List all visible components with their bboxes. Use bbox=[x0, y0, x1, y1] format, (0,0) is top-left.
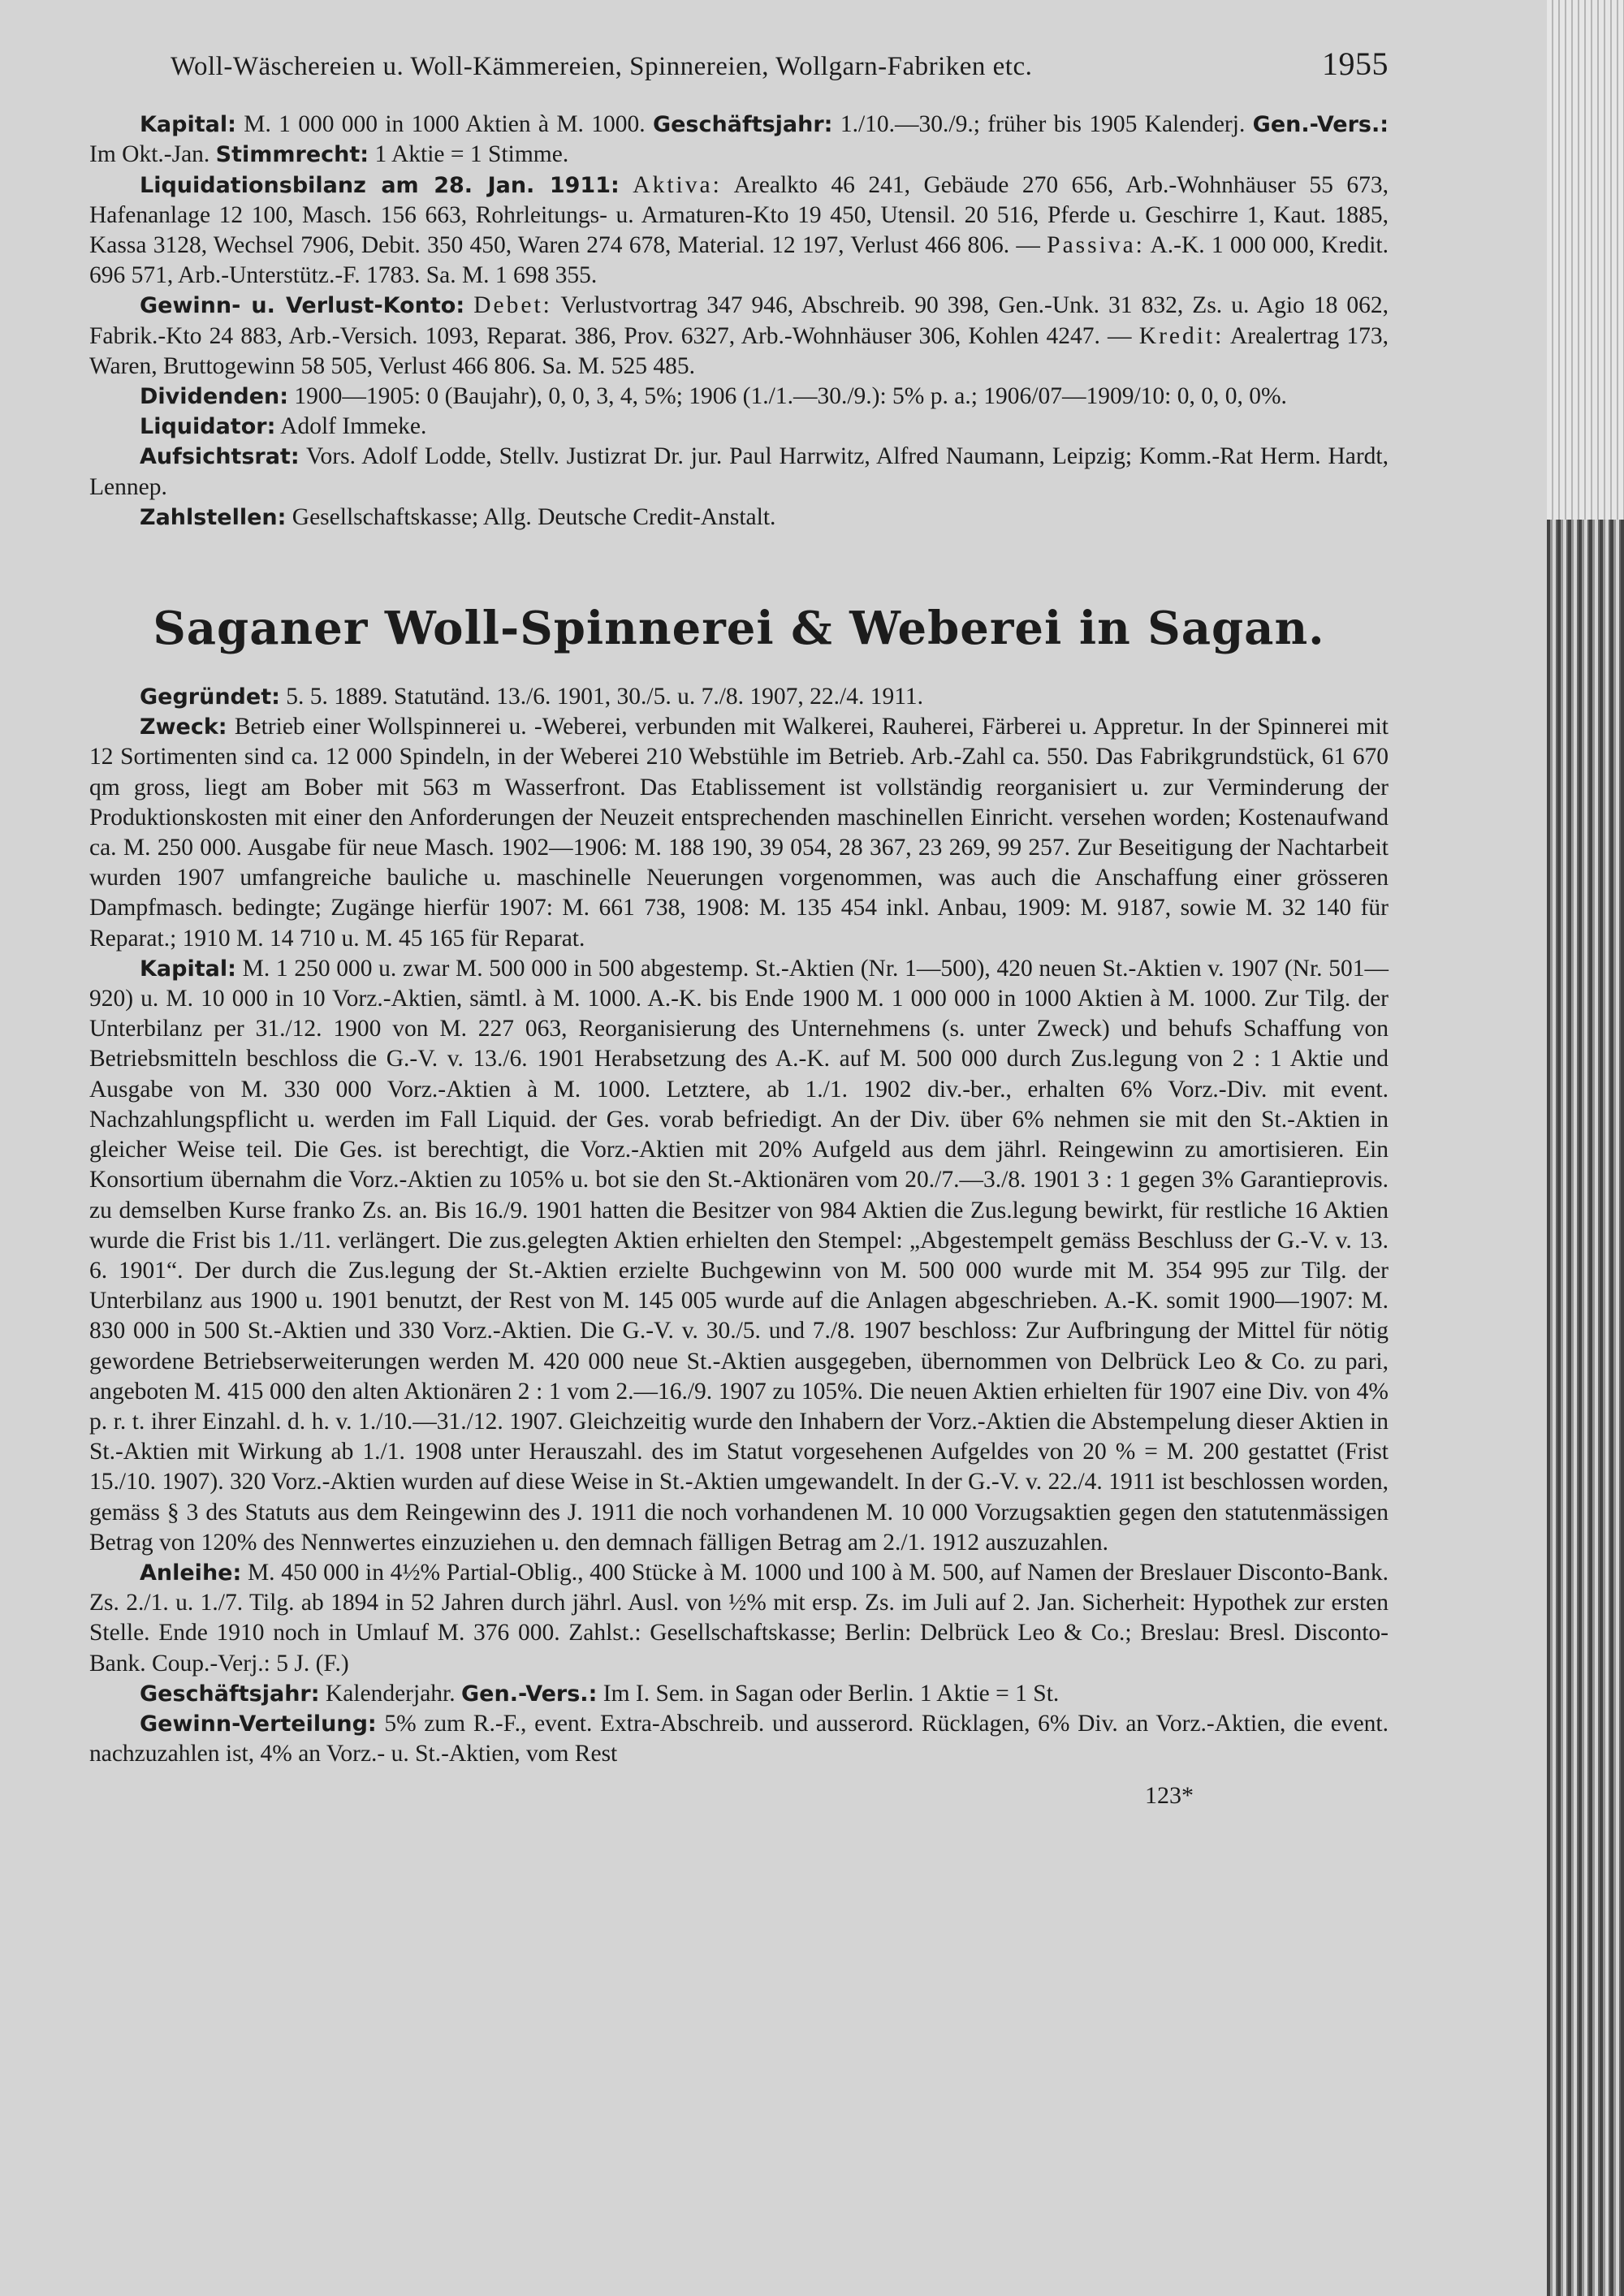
prev-genvers-text: Im Okt.-Jan. bbox=[89, 141, 210, 168]
genvers-text: Im I. Sem. in Sagan oder Berlin. bbox=[603, 1680, 914, 1707]
prev-dividenden-text: 1900—1905: 0 (Baujahr), 0, 0, 3, 4, 5%; 1906 (1./1.—30./9.): 5% p. a.; 1906/07—1909/10: 0, 0, 0, 0%. bbox=[294, 383, 1287, 410]
page-number: 1955 bbox=[1322, 45, 1389, 82]
prev-stimmrecht-text: 1 Aktie = 1 Stimme. bbox=[374, 141, 569, 168]
stimmrecht-text: 1 Aktie = 1 St. bbox=[919, 1680, 1060, 1707]
signature-mark: 123* bbox=[1145, 1782, 1194, 1810]
running-head bbox=[171, 45, 1389, 82]
prev-aktiva-text: Arealkto 46 241, Gebäude 270 656, Arb.-Wohnhäuser 55 673, Hafenanlage 12 100, Masch. 156 663, Rohrleitungs- u. Armaturen-Kto 19 450, Utensil. 20 516, Pferde u. Geschirre 1, Kaut. 1885, Kassa 3128, Wechsel 7906, Debit. 350 450, Waren 274 678, Material. 12 197, Verlust 466 806. — bbox=[89, 171, 1389, 259]
prev-aufsichtsrat-label: Aufsichtsrat: bbox=[140, 444, 300, 470]
prev-guv-entry bbox=[89, 291, 1389, 382]
anleihe-text: M. 450 000 in 4½% Partial-Oblig., 400 Stücke à M. 1000 und 100 à M. 500, auf Namen der Breslauer Disconto-Bank. Zs. 2./1. u. 1./7. Tilg. ab 1894 in 52 Jahren durch jährl. Ausl. von ½% mit ersp. Zs. im Juli auf 2. Jan. Sicherheit: Hypothek zur ersten Stelle. Ende 1910 noch in Umlauf M. 376 000. Zahlst.: Gesellschaftskasse; Berlin: Delbrück Leo & Co.; Breslau: Bresl. Disconto-Bank. Coup.-Verj.: 5 J. (F.) bbox=[89, 1559, 1389, 1677]
prev-guv-label: Gewinn- u. Verlust-Konto: bbox=[140, 293, 465, 319]
prev-geschaeftsjahr-text: 1./10.—30./9.; früher bis 1905 Kalenderj. bbox=[840, 111, 1246, 138]
prev-genvers-label: Gen.-Vers.: bbox=[1252, 112, 1389, 138]
anleihe-entry bbox=[89, 1558, 1389, 1679]
page-edge-light bbox=[1547, 0, 1624, 520]
prev-debet-text: Verlustvortrag 347 946, Abschreib. 90 398, Gen.-Unk. 31 832, Zs. u. Agio 18 062, Fabrik.-Kto 24 883, Arb.-Versich. 1093, Reparat. 386, Prov. 6327, Arb.-Wohnhäuser 306, Kohlen 4247. — bbox=[89, 292, 1389, 349]
prev-passiva-label: Passiva: bbox=[1047, 232, 1145, 259]
prev-zahlstellen-text: Gesellschaftskasse; Allg. Deutsche Credit-Anstalt. bbox=[292, 503, 776, 530]
prev-kredit-label: Kredit: bbox=[1138, 322, 1224, 349]
prev-kredit-text: Arealertrag 173, Waren, Bruttogewinn 58 505, Verlust 466 806. Sa. M. 525 485. bbox=[89, 322, 1389, 379]
prev-bilanz-entry bbox=[89, 170, 1389, 291]
prev-zahlstellen-label: Zahlstellen: bbox=[140, 504, 287, 530]
prev-zahlstellen-entry bbox=[89, 503, 1389, 533]
gegruendet-entry bbox=[89, 682, 1389, 712]
prev-kapital-text: M. 1 000 000 in 1000 Aktien à M. 1000. bbox=[244, 111, 646, 138]
prev-dividenden-label: Dividenden: bbox=[140, 384, 289, 410]
prev-geschaeftsjahr-label: Geschäftsjahr: bbox=[652, 112, 833, 138]
prev-liquidator-text: Adolf Immeke. bbox=[280, 413, 427, 440]
kapital-entry bbox=[89, 954, 1389, 1558]
gegruendet-text: 5. 5. 1889. Statutänd. 13./6. 1901, 30./5. u. 7./8. 1907, 22./4. 1911. bbox=[286, 684, 924, 710]
kapital-text: M. 1 250 000 u. zwar M. 500 000 in 500 abgestemp. St.-Aktien (Nr. 1—500), 420 neuen St.-Aktien v. 1907 (Nr. 501—920) u. M. 10 000 in 10 Vorz.-Aktien, sämtl. à M. 1000. A.-K. bis Ende 1900 M. 1 000 000 in 1000 Aktien à M. 1000. Zur Tilg. der Unterbilanz per 31./12. 1900 von M. 227 063, Reorganisierung des Unternehmens (s. unter Zweck) und behufs Schaffung von Betriebsmitteln beschloss die G.-V. v. 13./6. 1901 Herabsetzung des A.-K. auf M. 500 000 durch Zus.legung von 2 : 1 Aktie und Ausgabe von M. 330 000 Vorz.-Aktien à M. 1000. Letztere, ab 1./1. 1902 div.-ber., erhalten 6% Vorz.-Div. mit event. Nachzahlungspflicht u. werden im Fall Liquid. der Ges. vorab befriedigt. An der Div. über 6% nehmen sie mit den St.-Aktien in gleicher Weise teil. Die Ges. ist berechtigt, die Vorz.-Aktien mit 20% Aufgeld aus dem jährl. Reingewinn zu amortisieren. Ein Konsortium übernahm die Vorz.-Aktien zu 105% u. bot sie den St.-Aktionären vom 20./7.—3./8. 1901 3 : 1 gegen 3% Garantieprovis. zu demselben Kurse franko Zs. an. Bis 16./9. 1901 hatten die Besitzer von 984 Aktien die Zus.legung bewirkt, für restliche 16 Aktien wurde die Frist bis 1./11. verlängert. Die zus.gelegten Aktien erhielten den Stempel: „Abgestempelt gemäss Beschluss der G.-V. v. 13. 6. 1901“. Der durch die Zus.legung der St.-Aktien erzielte Buchgewinn von M. 500 000 wurde mit M. 354 995 zur Tilg. der Unterbilanz aus 1900 u. 1901 benutzt, der Rest von M. 145 005 wurde auf die Anlagen abgeschrieben. A.-K. somit 1900—1907: M. 830 000 in 500 St.-Aktien und 330 Vorz.-Aktien. Die G.-V. v. 30./5. und 7./8. 1907 beschloss: Zur Aufbringung der Mittel für nötig gewordene Betriebserweiterungen werden M. 420 000 neue St.-Aktien ausgegeben, übernommen von Delbrück Leo & Co. zu pari, angeboten M. 415 000 den alten Aktionären 2 : 1 vom 2.—16./9. 1907 zu 105%. Die neuen Aktien erhielten für 1907 eine Div. von 4% p. r. t. ihrer Einzahl. d. h. v. 1./10.—31./12. 1907. Gleichzeitig wurde den Inhabern der Vorz.-Aktien die Abstempelung dieser Aktien in St.-Aktien mit Wirkung ab 1./1. 1908 unter Herauszahl. des im Statut vorgesehenen Aufgeldes von 20 % = M. 200 gestattet (Frist 15./10. 1907). 320 Vorz.-Aktien wurden auf diese Weise in St.-Aktien umgewandelt. In der G.-V. v. 22./4. 1911 ist beschlossen worden, gemäss § 3 des Statuts aus dem Reingewinn des J. 1911 die noch vorhandenen M. 10 000 Vorzugsaktien gegen den statutenmässigen Betrag von 120% des Nennwertes einzuziehen u. den demnach fälligen Betrag am 2./1. 1912 auszuzahlen. bbox=[89, 955, 1389, 1556]
geschaeftsjahr-text: Kalenderjahr. bbox=[325, 1680, 456, 1707]
zweck-label: Zweck: bbox=[140, 714, 227, 740]
gewinnverteilung-entry bbox=[89, 1709, 1389, 1769]
prev-aktiva-label: Aktiva: bbox=[633, 171, 722, 198]
page-content bbox=[89, 45, 1389, 1811]
prev-debet-label: Debet: bbox=[473, 292, 552, 319]
company-heading: Saganer Woll-Spinnerei & Weberei in Sagan. bbox=[153, 602, 1325, 656]
prev-kapital-label: Kapital: bbox=[140, 112, 236, 138]
zweck-text: Betrieb einer Wollspinnerei u. -Weberei, verbunden mit Walkerei, Rauherei, Färberei u. Appretur. In der Spinnerei mit 12 Sortimenten sind ca. 12 000 Spindeln, in der Weberei 210 Webstühle im Betrieb. Arb.-Zahl ca. 550. Das Fabrikgrundstück, 61 670 qm gross, liegt am Bober mit 563 m Wasserfront. Das Etablissement ist vollständig reorganisiert u. zur Verminderung der Produktionskosten mit einer den Anforderungen der Neuzeit entsprechenden maschinellen Einricht. versehen worden; Kostenaufwand ca. M. 250 000. Ausgabe für neue Masch. 1902—1906: M. 188 190, 39 054, 28 367, 23 269, 99 257. Zur Beseitigung der Nachtarbeit wurden 1907 umfangreiche bauliche u. maschinelle Neuerungen vorgenommen, was auch die Anschaffung einer grösseren Dampfmasch. bedingte; Zugänge hierfür 1907: M. 661 738, 1908: M. 135 454 inkl. Anbau, 1909: M. 9187, sowie M. 32 140 für Reparat.; 1910 M. 14 710 u. M. 45 165 für Reparat. bbox=[89, 714, 1389, 952]
prev-aufsichtsrat-text: Vors. Adolf Lodde, Stellv. Justizrat Dr. jur. Paul Harrwitz, Alfred Naumann, Leipzig; Komm.-Rat Herm. Hardt, Lennep. bbox=[89, 443, 1389, 500]
prev-stimmrecht-label: Stimmrecht: bbox=[215, 142, 369, 168]
prev-dividenden-entry bbox=[89, 382, 1389, 412]
gegruendet-label: Gegründet: bbox=[140, 684, 280, 710]
zweck-entry bbox=[89, 712, 1389, 954]
geschaeftsjahr-label: Geschäftsjahr: bbox=[140, 1681, 320, 1707]
gewinnverteilung-label: Gewinn-Verteilung: bbox=[140, 1711, 377, 1737]
anleihe-label: Anleihe: bbox=[140, 1560, 242, 1586]
prev-aufsichtsrat-entry bbox=[89, 442, 1389, 502]
genvers-label: Gen.-Vers.: bbox=[461, 1681, 598, 1707]
prev-kapital-entry bbox=[89, 110, 1389, 170]
geschaeftsjahr-entry bbox=[89, 1679, 1389, 1709]
prev-liquidator-entry bbox=[89, 412, 1389, 442]
running-title: Woll-Wäschereien u. Woll-Kämmereien, Spinnereien, Wollgarn-Fabriken etc. bbox=[171, 52, 1033, 81]
prev-bilanz-label: Liquidationsbilanz am 28. Jan. 1911: bbox=[140, 172, 620, 198]
kapital-label: Kapital: bbox=[140, 956, 236, 982]
prev-passiva-text: A.-K. 1 000 000, Kredit. 696 571, Arb.-Unterstütz.-F. 1783. Sa. M. 1 698 355. bbox=[89, 232, 1389, 289]
prev-liquidator-label: Liquidator: bbox=[140, 414, 276, 440]
gewinnverteilung-text: 5% zum R.-F., event. Extra-Abschreib. und ausserord. Rücklagen, 6% Div. an Vorz.-Aktien, die event. nachzuzahlen ist, 4% an Vorz.- u. St.-Aktien, vom Rest bbox=[89, 1710, 1389, 1767]
